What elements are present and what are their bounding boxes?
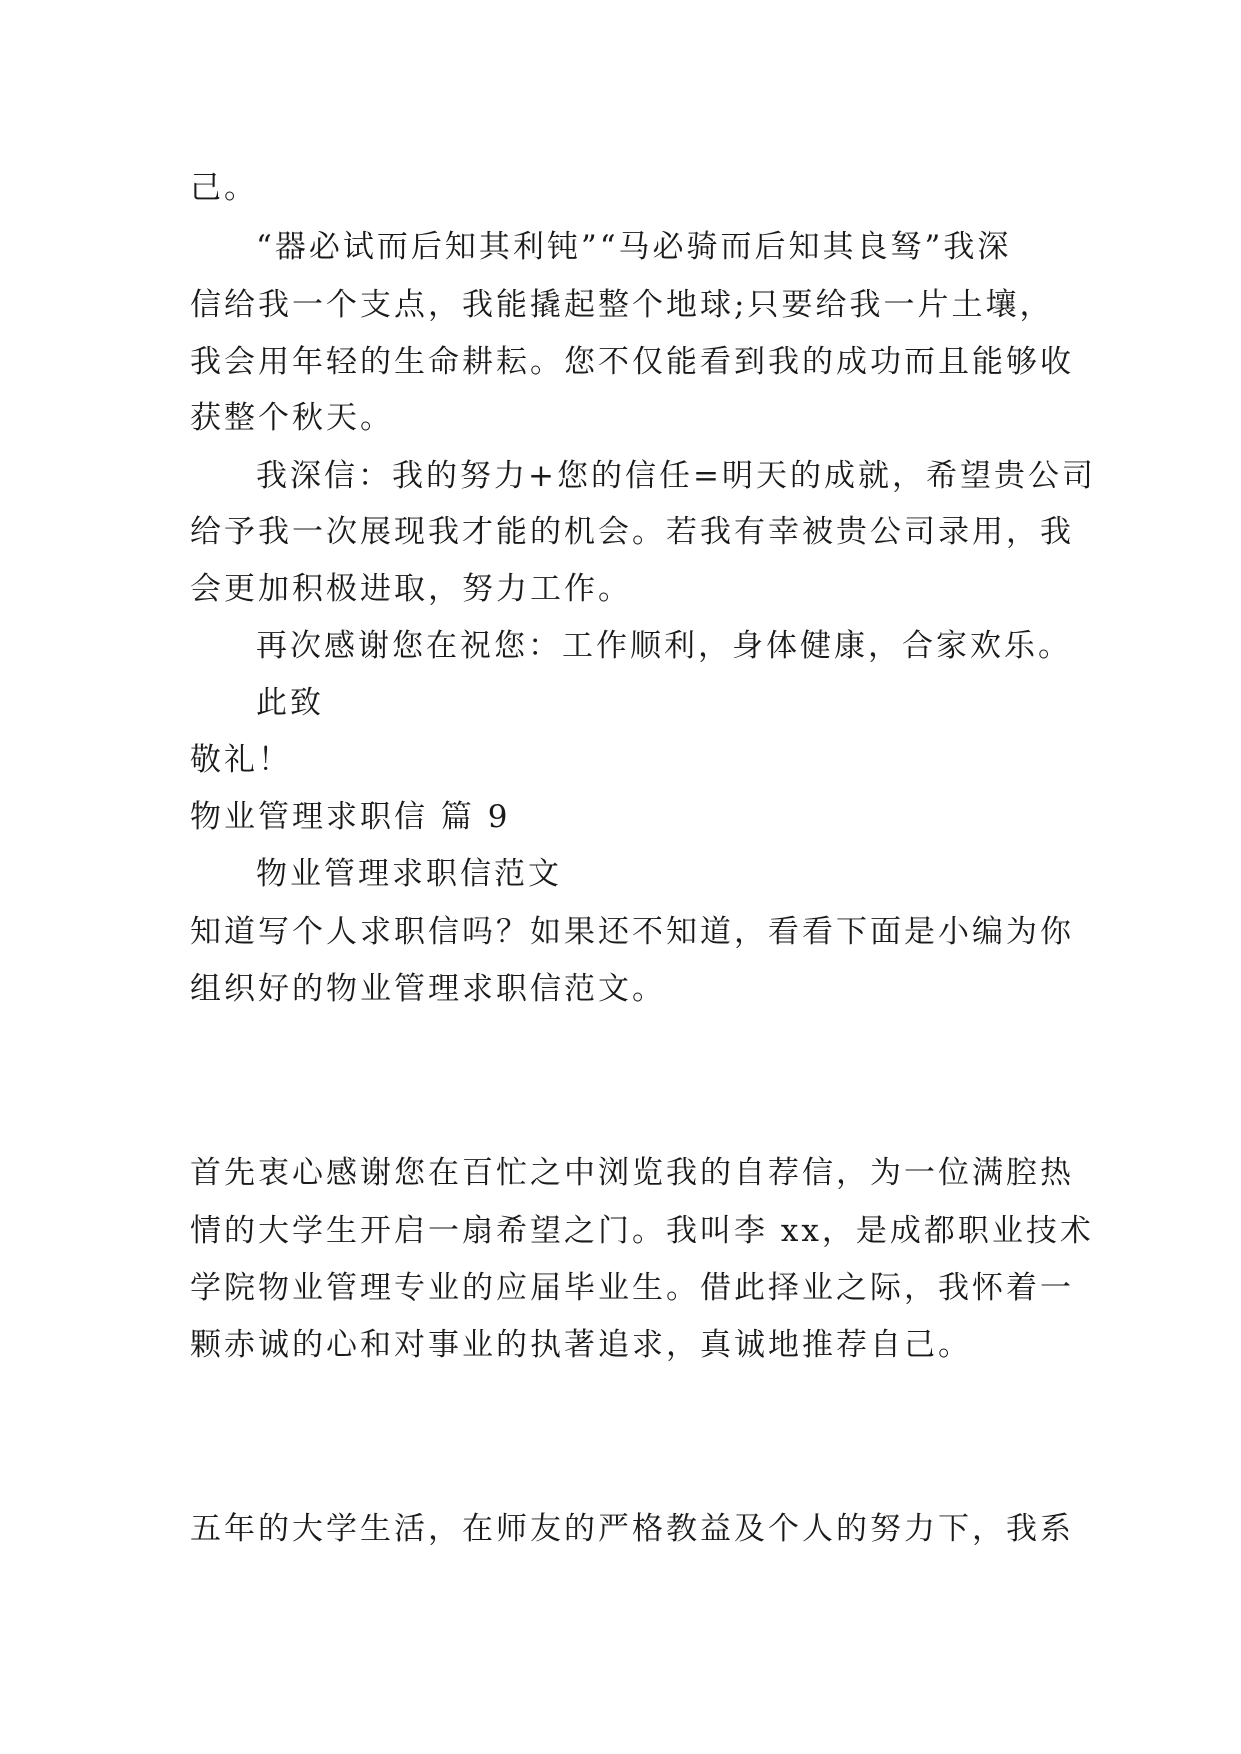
section-heading: 物业管理求职信 篇 9 [190, 799, 511, 835]
paragraph-line: 组织好的物业管理求职信范文。 [190, 971, 666, 1007]
section-title: 物业管理求职信范文 [256, 856, 562, 892]
paragraph-line: 五年的大学生活，在师友的严格教益及个人的努力下，我系 [190, 1511, 1074, 1547]
paragraph-line: 情的大学生开启一扇希望之门。我叫李 xx，是成都职业技术 [190, 1213, 1094, 1249]
closing-line: 敬礼！ [190, 742, 292, 778]
paragraph-line: 获整个秋天。 [190, 400, 394, 436]
paragraph-line: 会更加积极进取，努力工作。 [190, 571, 632, 607]
paragraph-line: 知道写个人求职信吗？如果还不知道，看看下面是小编为你 [190, 914, 1074, 950]
paragraph-line: 再次感谢您在祝您：工作顺利，身体健康，合家欢乐。 [256, 628, 1072, 664]
paragraph-line: 学院物业管理专业的应届毕业生。借此择业之际，我怀着一 [190, 1270, 1074, 1306]
paragraph-line: 我会用年轻的生命耕耘。您不仅能看到我的成功而且能够收 [190, 344, 1074, 380]
paragraph-line: 首先衷心感谢您在百忙之中浏览我的自荐信，为一位满腔热 [190, 1155, 1074, 1191]
paragraph-line: 信给我一个支点，我能撬起整个地球;只要给我一片土壤， [190, 287, 1054, 323]
paragraph-line: 颗赤诚的心和对事业的执著追求，真诚地推荐自己。 [190, 1327, 972, 1363]
paragraph-line: 己。 [190, 170, 258, 206]
paragraph-line: “器必试而后知其利钝”“马必骑而后知其良驽”我深 [256, 229, 1012, 265]
closing-line: 此致 [256, 685, 324, 721]
paragraph-line: 我深信：我的努力+您的信任=明天的成就，希望贵公司 [256, 458, 1096, 494]
paragraph-line: 给予我一次展现我才能的机会。若我有幸被贵公司录用，我 [190, 514, 1074, 550]
